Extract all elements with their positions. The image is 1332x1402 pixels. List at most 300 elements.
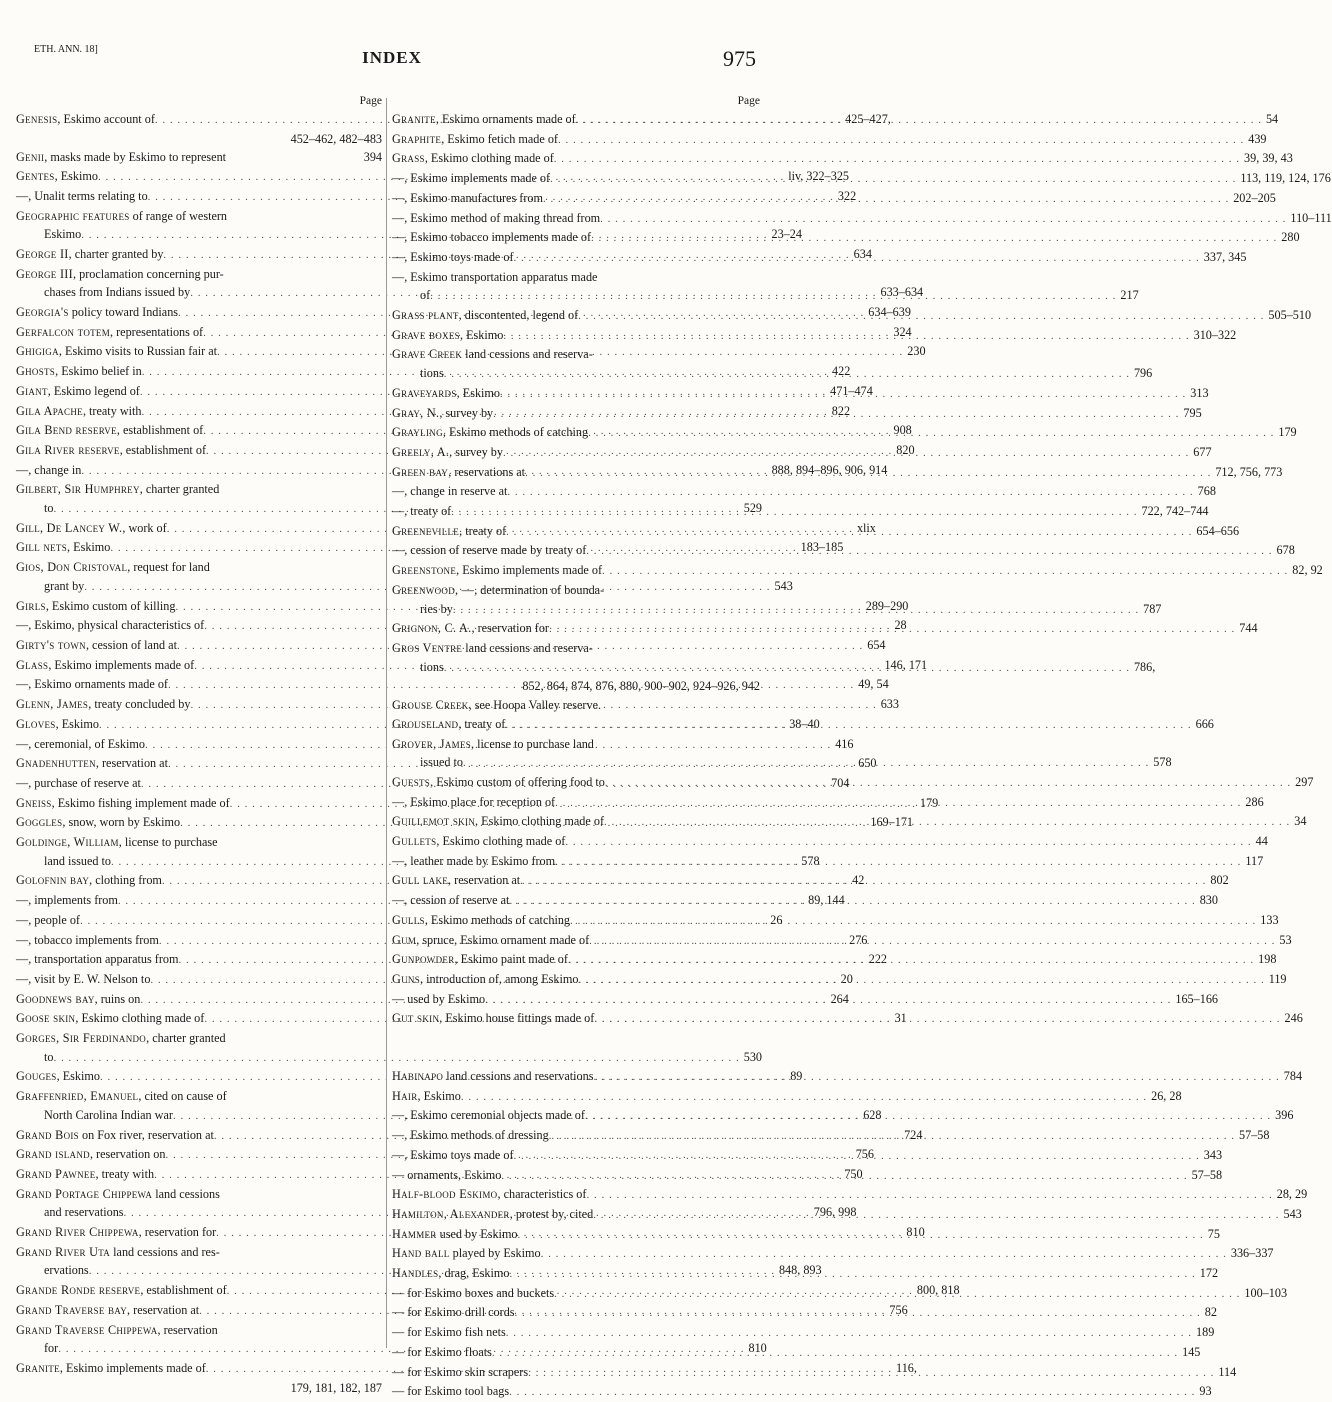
page-reference: 802 [1210,873,1229,888]
page-reference: 172 [1199,1266,1219,1281]
entry-subtext: , cited on cause of [138,1089,227,1104]
leader-dots [515,1304,1201,1323]
page-reference: 165–166 [1175,991,1219,1006]
page-reference: 146, 171 [884,657,928,672]
entry-subtext: and reservations [44,1205,124,1220]
page-reference: 75 [1207,1226,1220,1241]
entry-text [392,1126,549,1145]
headword: Giant [16,383,48,398]
leader-dots [444,365,1130,384]
entry-text [392,384,500,403]
entry-text [16,110,155,129]
page-reference: 38–40 [789,716,820,731]
headword: Gnadenhutten [16,756,96,771]
page-reference: 57–58 [1191,1167,1223,1182]
entry-subtext: , cession of land at [85,637,177,652]
leader-dots [543,190,1229,209]
headword: Glass [16,657,49,672]
page-reference: 422 [832,364,851,379]
headword: Golofnin bay [16,873,90,888]
entry-text [44,852,111,871]
leader-dots [493,405,1179,424]
entry-subtext: —, cession of reserve at [392,893,510,908]
entry-subtext: land issued to [44,853,112,868]
page-reference: 82, 92 [1292,563,1323,578]
headword: Gulls [392,912,425,927]
entry-subtext: , establishment of [140,1283,227,1298]
headword: George III [16,266,74,281]
leader-dots [461,1088,1147,1107]
page-reference: 768 [1197,484,1216,499]
index-entry [392,1343,1201,1363]
entry-text [16,1029,226,1048]
entry-subtext: , Eskimo paint made of [454,952,568,967]
entry-subtext: North Carolina Indian war [44,1107,173,1122]
page-reference: 145 [1182,1344,1201,1359]
entry-subtext: , Eskimo methods of catching [424,912,571,927]
entry-text [420,753,463,772]
entry-subtext: —, cession of reserve made by treaty of [392,543,587,558]
entry-text [392,931,589,950]
leader-dots [600,210,1286,229]
page-reference: 787 [1143,601,1162,616]
page-reference: 26, 28 [1151,1088,1182,1103]
entry-text [392,423,588,442]
leader-dots [594,1010,1280,1029]
page-reference: 908 [893,423,912,438]
index-line [16,1087,382,1106]
entry-subtext: , charter granted [146,1031,226,1046]
entry-subtext: , Eskimo custom of killing [45,598,176,613]
page-reference: 26 [770,912,783,927]
entry-text [392,1244,541,1263]
page-reference: xlix [856,520,876,535]
entry-subtext: land cessions and reserva- [462,640,593,655]
index-line [16,130,382,149]
entry-subtext: for [44,1341,59,1356]
entry-text [44,1048,53,1067]
page-reference: 578 [1153,755,1172,770]
entry-subtext: , reservation for [471,621,549,636]
headword: Grover, James [392,736,472,751]
page-reference: 820 [896,442,915,457]
page-reference: 119 [1268,971,1287,986]
headword: Gull lake [392,873,449,888]
headword: Goggles [16,815,63,830]
headword: Habinapo [392,1069,444,1084]
page-reference: 82 [1204,1305,1217,1320]
headword: Greenwood, — [392,582,475,597]
index-entry [392,1244,1274,1264]
entry-subtext: , drag, Eskimo [438,1266,510,1281]
leader-dots [503,327,1189,346]
entry-text [16,675,168,694]
page-reference: 795 [1183,405,1202,420]
entry-subtext: , Eskimo [417,1088,461,1103]
leader-dots [568,951,1254,970]
page-reference: 217 [1120,288,1139,303]
entry-text [16,597,175,616]
entry-subtext: chases from Indians issued by [44,285,191,300]
entry-subtext: , Eskimo [456,385,500,400]
entry-subtext: , Eskimo clothing made of [436,834,566,849]
index-line [392,1343,1201,1363]
entry-text [392,463,525,482]
leader-dots [444,659,1130,678]
entry-subtext: , masks made by Eskimo to represent [44,150,227,165]
entry-text [16,735,145,754]
leader-dots [605,774,1291,793]
entry-text [392,970,578,989]
entry-subtext: —, purchase of reserve at [16,775,141,790]
entry-subtext: , Eskimo [460,327,504,342]
entry-subtext: , Eskimo visits to Russian fair at [58,344,217,359]
page-reference: 179, 181, 182, 187 [290,1380,382,1395]
entry-text [392,891,509,910]
entry-text [392,110,576,129]
headword: Graveyards [392,385,457,400]
headword: Gila River reserve [16,442,120,457]
entry-text [392,1323,506,1342]
page-reference: 650 [858,756,877,771]
index-line [392,1382,1212,1402]
page-reference: 222 [868,952,887,967]
entry-text [392,268,597,287]
entry-subtext: , charter granted by [68,246,164,261]
headword: Greeneville [392,523,460,538]
leader-dots [554,150,1240,169]
leader-dots [525,464,1211,483]
index-line [392,502,1209,522]
index-line [16,1321,382,1340]
entry-text [392,189,543,208]
entry-text [392,1264,510,1283]
headword: Grouseland [392,716,459,731]
index-line [392,1244,1274,1264]
entry-subtext: , characteristics of [497,1187,587,1202]
entry-subtext: , treaty concluded by [88,697,191,712]
entry-text [44,1203,124,1222]
entry-subtext: , request for land [127,560,210,575]
page-reference: 678 [1276,543,1295,558]
entry-text [16,715,99,734]
entry-text [44,1106,173,1125]
entry-text [392,306,578,325]
headword: Guests [392,774,431,789]
entry-text [16,323,203,342]
entry-text [392,793,555,812]
leader-dots [509,1383,1195,1402]
leader-dots [586,1186,1272,1205]
entry-subtext: — used by Eskimo [392,991,486,1006]
entry-text [16,538,110,557]
leader-dots [506,1324,1192,1343]
entry-subtext: , spruce, Eskimo ornament made of [416,932,590,947]
headword: Gill nets [16,540,68,555]
index-line [392,832,1268,852]
entry-text [16,1087,227,1106]
page-reference: 439 [1248,131,1267,146]
headword: Genii [16,150,45,165]
entry-text [392,715,505,734]
entry-text [44,577,84,596]
leader-dots [585,1107,1271,1126]
entry-text [16,461,81,480]
entry-text [392,1067,594,1086]
page-reference: 114 [1218,1364,1237,1379]
entry-subtext: , introduction of, among Eskimo [420,971,579,986]
page-reference: 313 [1190,385,1209,400]
entry-subtext: —, people of [16,912,80,927]
index-line [392,581,760,600]
entry-text [392,482,507,501]
page-reference: 848, 893 [778,1263,822,1278]
entry-text [16,616,204,635]
index-line [16,265,382,284]
headword: Gum [392,932,417,947]
entry-text [16,207,227,226]
page-reference: 133 [1260,912,1279,927]
page-reference: 396 [1275,1108,1294,1123]
page-reference: 654–656 [1196,523,1240,538]
entry-subtext: , reservation at [95,756,168,771]
index-line [392,1323,1215,1343]
entry-text [392,248,514,267]
page-reference: 179 [1278,425,1297,440]
entry-text [16,342,217,361]
leader-dots [505,716,1191,735]
entry-subtext: , Eskimo implements made of [456,563,603,578]
page-reference: 57–58 [1239,1128,1270,1143]
leader-dots [578,307,1264,326]
headword: Grave Creek [392,347,463,362]
entry-text [392,169,550,188]
entry-subtext: , Eskimo implements made of [48,657,195,672]
page-reference: 810 [906,1225,925,1240]
headword: Goodnews bay [16,991,95,1006]
entry-subtext: , Eskimo fishing implement made of [51,795,230,810]
headword: Gios, Don Cristoval [16,560,128,575]
entry-subtext: land cessions and res- [110,1244,220,1259]
headword: Grayling [392,425,443,440]
entry-text [392,1106,585,1125]
entry-text [16,382,140,401]
entry-subtext: to [44,501,54,516]
page-reference: 704 [831,775,850,790]
headword: Granite [16,1361,60,1375]
leader-dots [550,170,1236,189]
entry-subtext: — for Eskimo tool bags [392,1384,510,1399]
entry-subtext: , Eskimo [55,716,99,731]
page-reference: 34 [1294,814,1307,829]
index-entry [392,482,1216,502]
page-reference: 452–462, 482–483 [290,131,382,146]
page-reference: 44 [1255,834,1268,849]
page-reference: 23–24 [771,227,802,242]
page-reference: 28 [894,618,907,633]
headword: Grave boxes [392,327,460,342]
page-reference: 425–427, [845,112,891,126]
entry-subtext: ries by [420,601,453,616]
entry-subtext: , representations of [110,324,204,339]
leader-dots [500,385,1186,404]
page-reference: liv, 322–325 [788,169,850,184]
headword: Graphite [392,131,442,146]
entry-subtext: , Eskimo custom of offering food to [430,774,605,789]
entry-subtext: , reservation on [89,1147,166,1162]
headword: Grand River Chippewa [16,1225,139,1240]
entry-subtext: , Eskimo house fittings made of [439,1011,595,1026]
entry-subtext: —, implements from [16,893,118,908]
index-entry [392,1087,1182,1107]
entry-text [392,1009,594,1028]
headword: Handles [392,1266,439,1281]
entry-subtext: —, Eskimo implements made of [392,171,551,186]
page-reference: 276 [849,932,868,947]
entry-text [16,970,150,989]
index-line [392,209,1332,229]
page-reference: 336–337 [1230,1246,1274,1261]
index-line [392,1087,1182,1107]
leader-dots [578,971,1264,990]
leader-dots [510,1265,1196,1284]
leader-dots [570,912,1256,931]
entry-text [392,1343,492,1362]
page-reference: 337, 345 [1203,249,1247,264]
headword: Gill, De Lancey W. [16,520,123,535]
page-reference: 54 [1265,112,1279,126]
index-line [16,207,382,226]
page-reference: 529 [743,501,763,516]
page-reference: 246 [1284,1011,1303,1026]
headword: Green bay [392,464,449,479]
headword: Hand ball [392,1246,450,1261]
page-reference: 189 [1196,1325,1215,1340]
entry-text [392,561,602,580]
entry-text [392,1185,586,1204]
headword: Gerfalcon totem [16,324,111,339]
leader-dots [555,794,1241,813]
page-reference: 530 [743,1049,763,1064]
entry-text [44,283,190,302]
entry-text [16,774,141,793]
headword: Gila Apache [16,403,83,418]
entry-subtext: , Eskimo implements made of [59,1361,206,1375]
page-reference: 297 [1295,774,1314,789]
page-number: 975 [723,46,756,71]
page-reference: 796, 998 [813,1205,857,1220]
leader-dots [593,1206,1279,1225]
entry-subtext: —, ceremonial, of Eskimo [16,736,145,751]
headword: Gullets [392,834,437,849]
index-line [16,148,382,167]
page-reference: 394 [363,150,382,165]
index-line [16,480,382,499]
entry-text [392,326,503,345]
page-reference: 796 [1133,366,1153,381]
index-entry [392,209,1332,229]
page-reference: 110–111 [1290,210,1332,225]
entry-subtext: , license to purchase land [471,736,594,751]
entry-text [392,1205,593,1224]
leader-dots [554,1285,1240,1304]
page-reference: 230 [907,344,926,359]
index-line [16,558,382,577]
entry-text [16,754,168,773]
entry-subtext: —, Eskimo place for reception of [392,794,556,809]
entry-subtext: —, Eskimo method of making thread from [392,210,601,225]
leader-dots [558,131,1244,150]
entry-subtext: — for Eskimo floats [392,1344,492,1359]
entry-subtext: , treaty with [82,403,142,418]
entry-subtext: played by Eskimo [449,1246,541,1261]
entry-text [16,1281,227,1300]
headword: Gut skin [392,1011,440,1026]
entry-text [392,522,506,541]
entry-text [392,1087,461,1106]
entry-text [420,364,444,383]
entry-subtext: on Fox river, reservation at [78,1127,214,1142]
entry-subtext: , protest by, cited [509,1206,594,1221]
headword: Greely, A. [392,444,450,459]
entry-subtext: — for Eskimo fish nets [392,1325,506,1340]
page-reference: 310–322 [1193,327,1237,342]
index-line [392,130,1267,150]
headword: Grand Traverse bay [16,1302,128,1317]
entry-subtext: , survey by [439,405,494,420]
index-entry [392,149,1293,169]
entry-text [392,541,586,560]
column-divider [386,98,387,1348]
headword: Hair [392,1088,418,1103]
leader-dots [485,991,1171,1010]
entry-subtext: , reservations at [448,464,526,479]
index-line [392,561,1323,581]
entry-subtext: —, treaty of [392,504,452,519]
headword: Grande Ronde reserve [16,1283,141,1298]
entry-subtext: , Eskimo [67,540,111,555]
leader-dots [501,1167,1187,1186]
entry-subtext: tions [420,366,444,381]
entry-text [392,990,485,1009]
headword: Ghosts [16,364,56,379]
entry-text [16,1126,214,1145]
entry-text [392,1303,515,1322]
page-reference: 800, 818 [916,1283,960,1298]
page-reference: 322 [837,188,857,203]
page-reference: 722, 742–744 [1141,504,1209,519]
page-reference: 756 [855,1147,874,1162]
entry-text [392,1166,501,1185]
entry-subtext: —, Eskimo ceremonial objects made of [392,1108,585,1123]
headword: Guns [392,971,421,986]
entry-text [16,794,230,813]
headword: Grouse Creek [392,698,469,713]
entry-subtext: —, Eskimo, physical characteristics of [16,618,205,633]
entry-subtext: , work of [122,520,167,535]
entry-text [16,656,194,675]
entry-text [16,931,159,950]
leader-dots [588,424,1274,443]
index-line [392,268,760,287]
entry-subtext: — ornaments, Eskimo [392,1167,502,1182]
headword: Grand Bois [16,1127,79,1142]
leader-dots [514,249,1200,268]
page-reference: 634–639 [868,305,911,320]
entry-text [16,1359,206,1378]
entry-subtext: , reservation at [127,1302,200,1317]
entry-subtext: —, change in reserve at [392,484,508,499]
